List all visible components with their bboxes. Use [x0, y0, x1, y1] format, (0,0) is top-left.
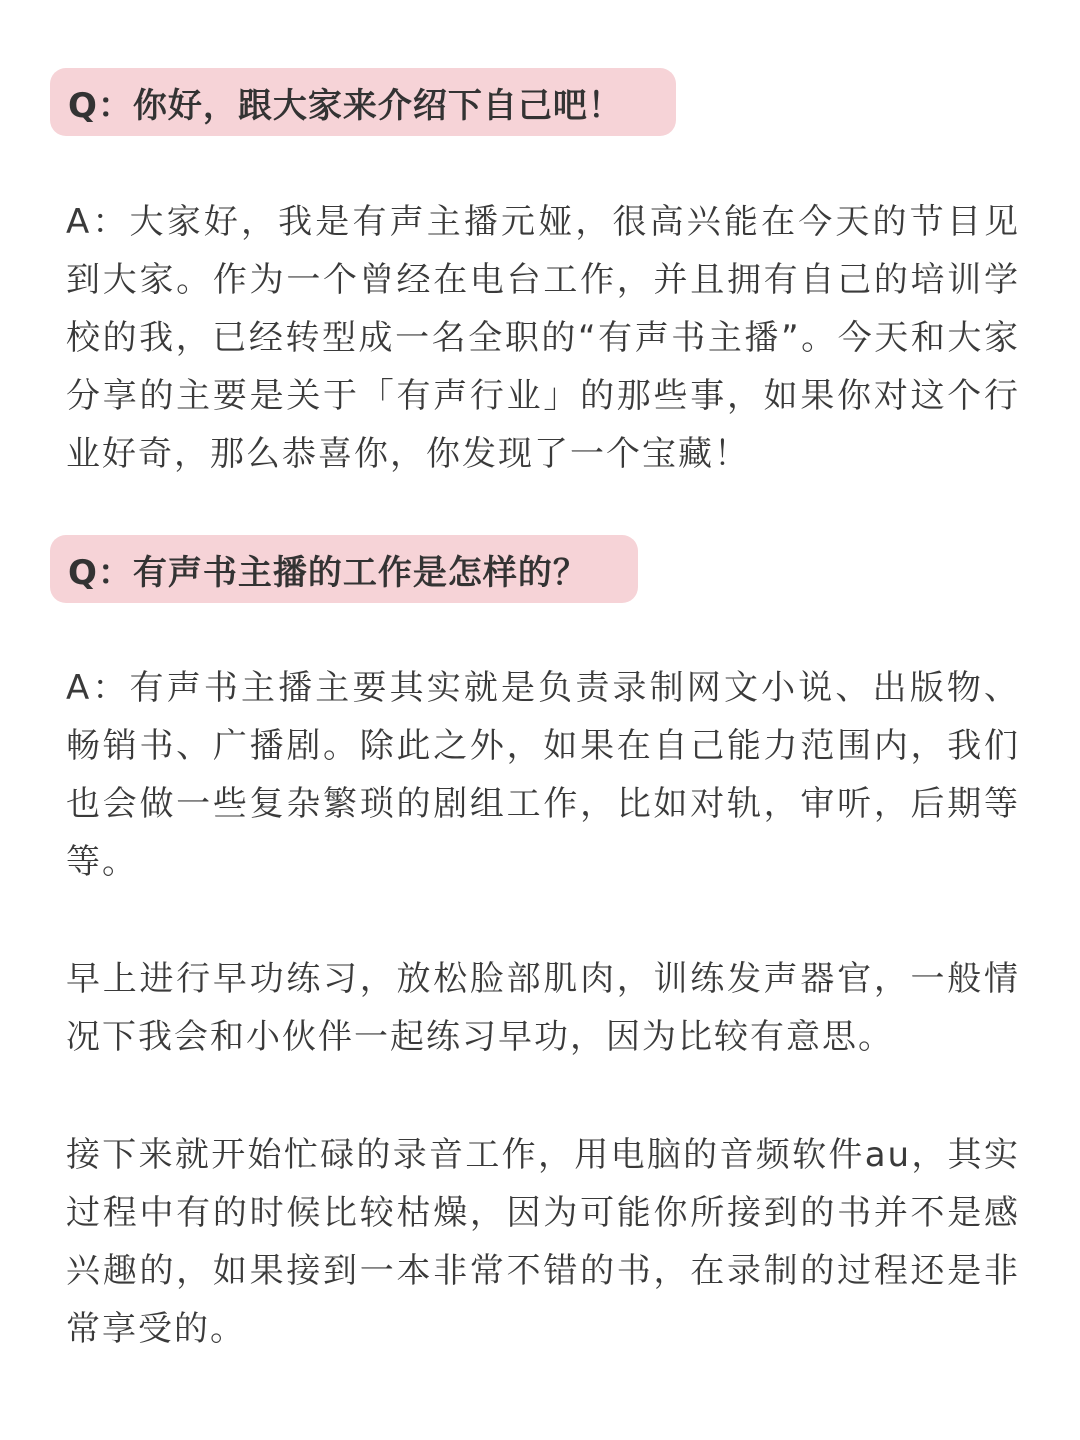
question-2-highlight: [50, 535, 638, 603]
answer-1-paragraph: A：大家好，我是有声主播元娅，很高兴能在今天的节目见到大家。作为一个曾经在电台工作，并且拥有自己的培训学校的我，已经转型成一名全职的“有声书主播”。今天和大家分享的主要是关于「有声行业」的那些事，如果你对这个行业好奇，那么恭喜你，你发现了一个宝藏！: [66, 202, 1020, 474]
question-1-highlight: [50, 68, 676, 136]
question-2-text: Q：有声书主播的工作是怎样的？: [68, 552, 588, 593]
answer-2-paragraph: A：有声书主播主要其实就是负责录制网文小说、出版物、畅销书、广播剧。除此之外，如果在自己能力范围内，我们也会做一些复杂繁琐的剧组工作，比如对轨，审听，后期等等。: [66, 668, 1020, 882]
recording-work-paragraph: 接下来就开始忙碌的录音工作，用电脑的音频软件au，其实过程中有的时候比较枯燥，因为可能你所接到的书并不是感兴趣的，如果接到一本非常不错的书，在录制的过程还是非常享受的。: [66, 1135, 1020, 1349]
morning-practice-paragraph: 早上进行早功练习，放松脸部肌肉，训练发声器官，一般情况下我会和小伙伴一起练习早功，因为比较有意思。: [66, 959, 1020, 1057]
question-1-text: Q：你好，跟大家来介绍下自己吧！: [68, 85, 623, 126]
